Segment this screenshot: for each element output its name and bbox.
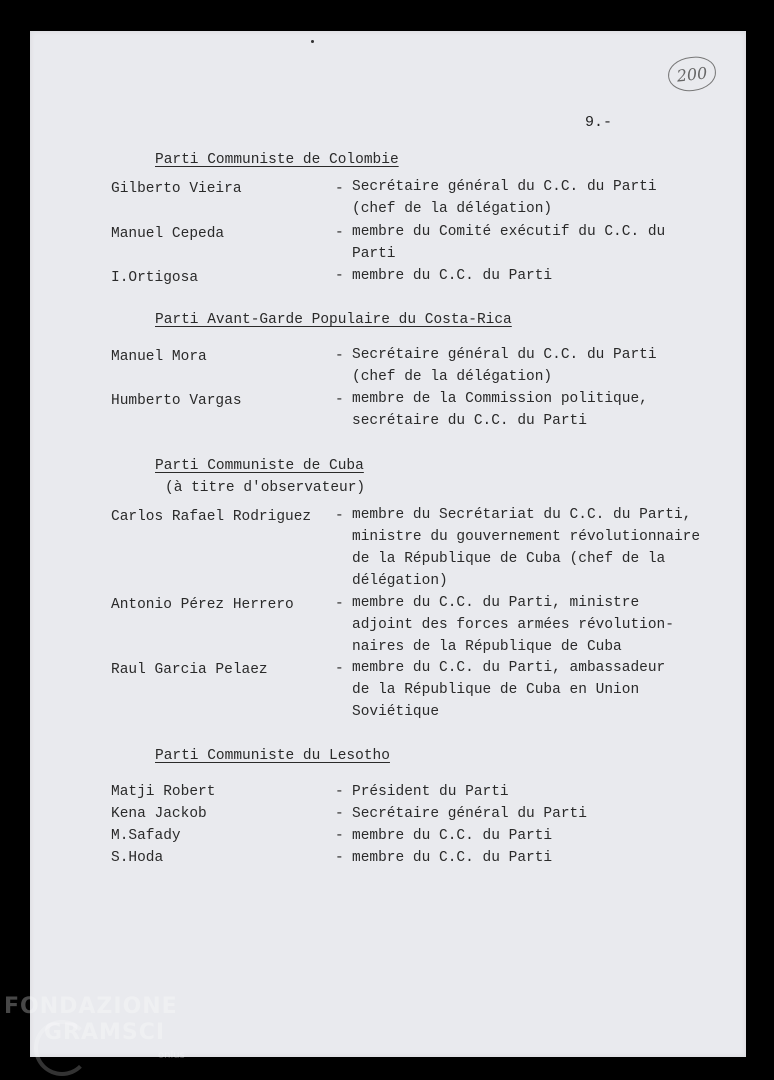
- document-page: [30, 31, 746, 1057]
- watermark-line-1: FONDAZIONE: [4, 994, 178, 1019]
- watermark-line-2: GRAMSCI: [44, 1020, 166, 1045]
- member-role: Parti: [352, 246, 396, 262]
- dash: -: [335, 392, 344, 408]
- member-role: Secrétaire général du C.C. du Parti: [352, 179, 657, 195]
- member-name: Matji Robert: [111, 784, 216, 800]
- dash: -: [335, 784, 344, 800]
- member-role: ministre du gouvernement révolutionnaire: [352, 529, 701, 545]
- member-role: (chef de la délégation): [352, 201, 553, 217]
- member-name: Humberto Vargas: [111, 393, 242, 409]
- dash: -: [335, 661, 344, 677]
- member-name: Gilberto Vieira: [111, 181, 242, 197]
- member-role: membre du C.C. du Parti, ambassadeur: [352, 660, 666, 676]
- section-heading: Parti Communiste de Cuba: [155, 458, 364, 474]
- dash: -: [335, 508, 344, 524]
- member-role: membre du Comité exécutif du C.C. du: [352, 224, 666, 240]
- member-role: délégation): [352, 573, 448, 589]
- member-role: membre du C.C. du Parti: [352, 268, 553, 284]
- member-role: Secrétaire général du C.C. du Parti: [352, 347, 657, 363]
- watermark-line-3: onlus: [158, 1050, 185, 1061]
- member-role: membre du Secrétariat du C.C. du Parti,: [352, 507, 692, 523]
- section-heading: Parti Communiste de Colombie: [155, 152, 399, 168]
- member-name: Manuel Cepeda: [111, 226, 225, 242]
- fondazione-gramsci-watermark: [4, 994, 185, 1061]
- member-name: Kena Jackob: [111, 806, 207, 822]
- member-role: secrétaire du C.C. du Parti: [352, 413, 587, 429]
- member-role: Soviétique: [352, 704, 440, 720]
- page-number: 9.-: [585, 114, 613, 131]
- dash: -: [335, 806, 344, 822]
- dash: -: [335, 850, 344, 866]
- dash: -: [335, 596, 344, 612]
- member-role: membre de la Commission politique,: [352, 391, 648, 407]
- member-name: Manuel Mora: [111, 349, 207, 365]
- member-role: adjoint des forces armées révolution-: [352, 617, 674, 633]
- member-role: de la République de Cuba (chef de la: [352, 551, 666, 567]
- member-role: de la République de Cuba en Union: [352, 682, 640, 698]
- paper-speck: [311, 40, 314, 43]
- member-name: I.Ortigosa: [111, 270, 199, 286]
- member-role: naires de la République de Cuba: [352, 639, 622, 655]
- member-role: membre du C.C. du Parti: [352, 828, 553, 844]
- dash: -: [335, 181, 344, 197]
- section-subheading: (à titre d'observateur): [165, 480, 366, 496]
- member-role: Président du Parti: [352, 784, 509, 800]
- dash: -: [335, 268, 344, 284]
- member-name: M.Safady: [111, 828, 181, 844]
- member-name: S.Hoda: [111, 850, 164, 866]
- member-role: membre du C.C. du Parti: [352, 850, 553, 866]
- member-name: Carlos Rafael Rodriguez: [111, 509, 312, 525]
- section-heading: Parti Avant-Garde Populaire du Costa-Rica: [155, 312, 512, 328]
- member-name: Antonio Pérez Herrero: [111, 597, 294, 613]
- section-heading: Parti Communiste du Lesotho: [155, 748, 390, 764]
- dash: -: [335, 348, 344, 364]
- dash: -: [335, 225, 344, 241]
- member-role: membre du C.C. du Parti, ministre: [352, 595, 640, 611]
- member-name: Raul Garcia Pelaez: [111, 662, 268, 678]
- member-role: Secrétaire général du Parti: [352, 806, 587, 822]
- dash: -: [335, 828, 344, 844]
- member-role: (chef de la délégation): [352, 369, 553, 385]
- archive-page-stamp: 200: [666, 55, 717, 94]
